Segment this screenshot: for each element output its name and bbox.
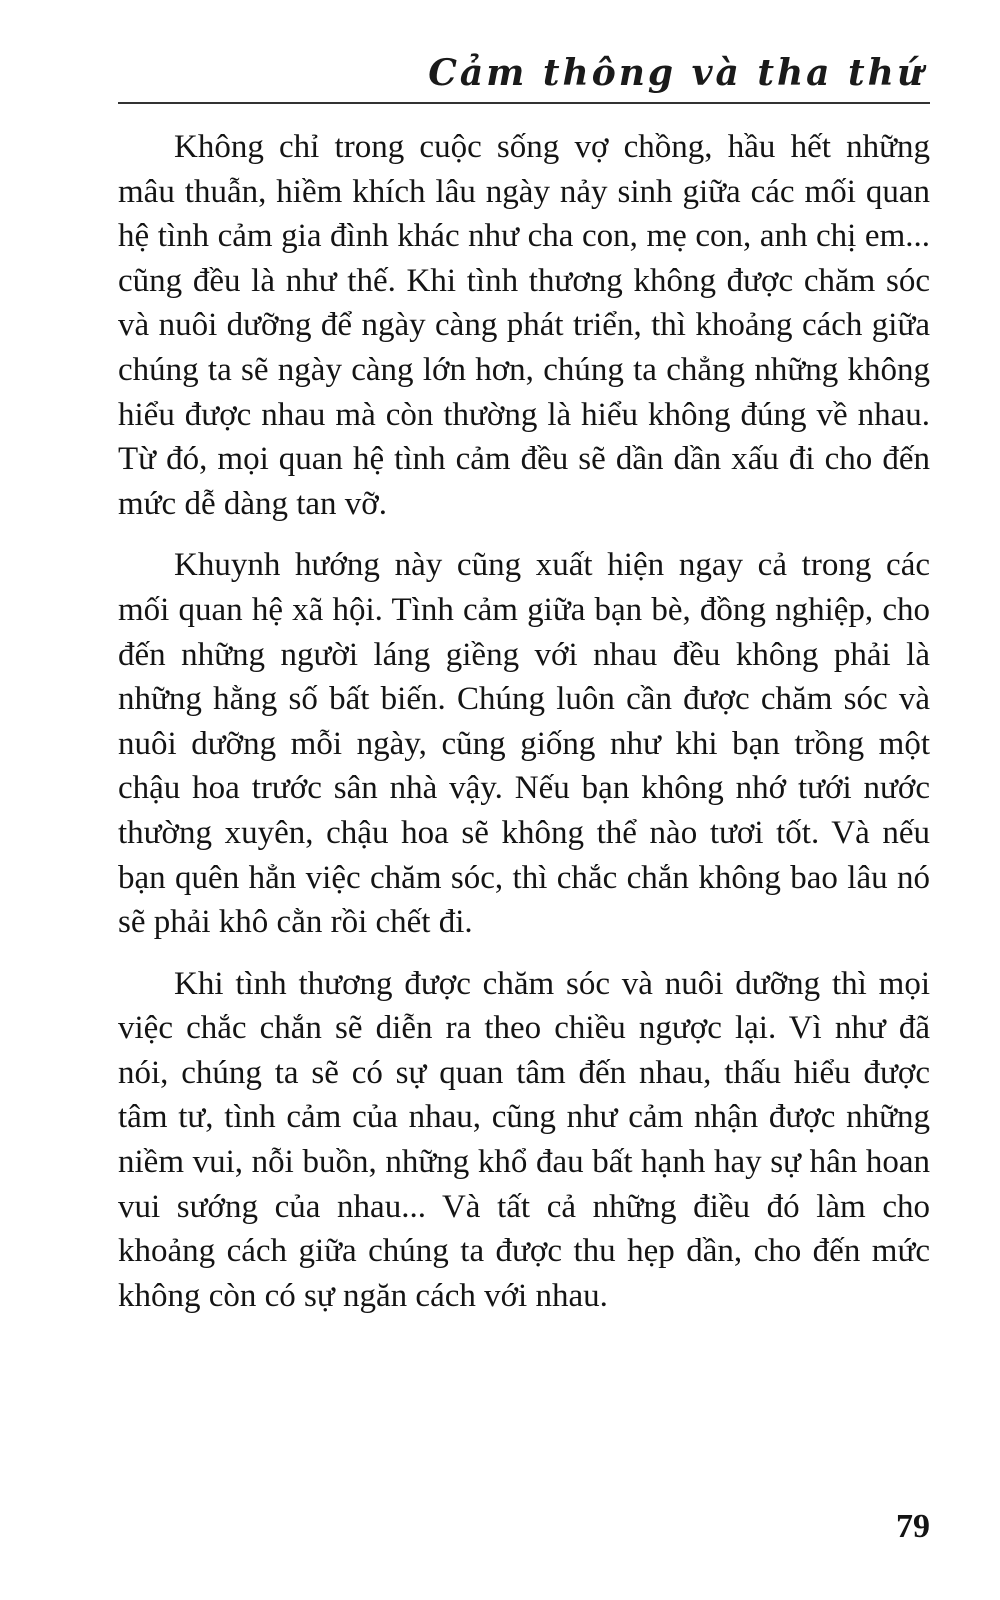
header-rule	[118, 102, 930, 104]
paragraph: Khi tình thương được chăm sóc và nuôi dưỡng thì mọi việc chắc chắn sẽ diễn ra theo chiều ngược lại. Vì như đã nói, chúng ta sẽ có sự quan tâm đến nhau, thấu hiểu được tâm tư, tình cảm của nhau, cũng như cảm nhận được những niềm vui, nỗi buồn, những khổ đau bất hạnh hay sự hân hoan vui sướng của nhau... Và tất cả những điều đó làm cho khoảng cách giữa chúng ta được thu hẹp dần, cho đến mức không còn có sự ngăn cách với nhau.	[118, 965, 930, 1314]
body-text	[118, 125, 930, 1335]
paragraph: Khuynh hướng này cũng xuất hiện ngay cả trong các mối quan hệ xã hội. Tình cảm giữa bạn bè, đồng nghiệp, cho đến những người láng giềng với nhau đều không phải là những hằng số bất biến. Chúng luôn cần được chăm sóc và nuôi dưỡng mỗi ngày, cũng giống như khi bạn trồng một chậu hoa trước sân nhà vậy. Nếu bạn không nhớ tưới nước thường xuyên, chậu hoa sẽ không thể nào tươi tốt. Và nếu bạn quên hẳn việc chăm sóc, thì chắc chắn không bao lâu nó sẽ phải khô cằn rồi chết đi.	[118, 547, 930, 941]
paragraph: Không chỉ trong cuộc sống vợ chồng, hầu hết những mâu thuẫn, hiềm khích lâu ngày nảy sinh giữa các mối quan hệ tình cảm gia đình khác như cha con, mẹ con, anh chị em... cũng đều là như thế. Khi tình thương không được chăm sóc và nuôi dưỡng để ngày càng phát triển, thì khoảng cách giữa chúng ta sẽ ngày càng lớn hơn, chúng ta chẳng những không hiểu được nhau mà còn thường là hiểu không đúng về nhau. Từ đó, mọi quan hệ tình cảm đều sẽ dần dần xấu đi cho đến mức dễ dàng tan vỡ.	[118, 129, 930, 522]
running-header-title: Cảm thông và tha thứ	[428, 52, 926, 94]
page-number: 79	[896, 1508, 930, 1545]
